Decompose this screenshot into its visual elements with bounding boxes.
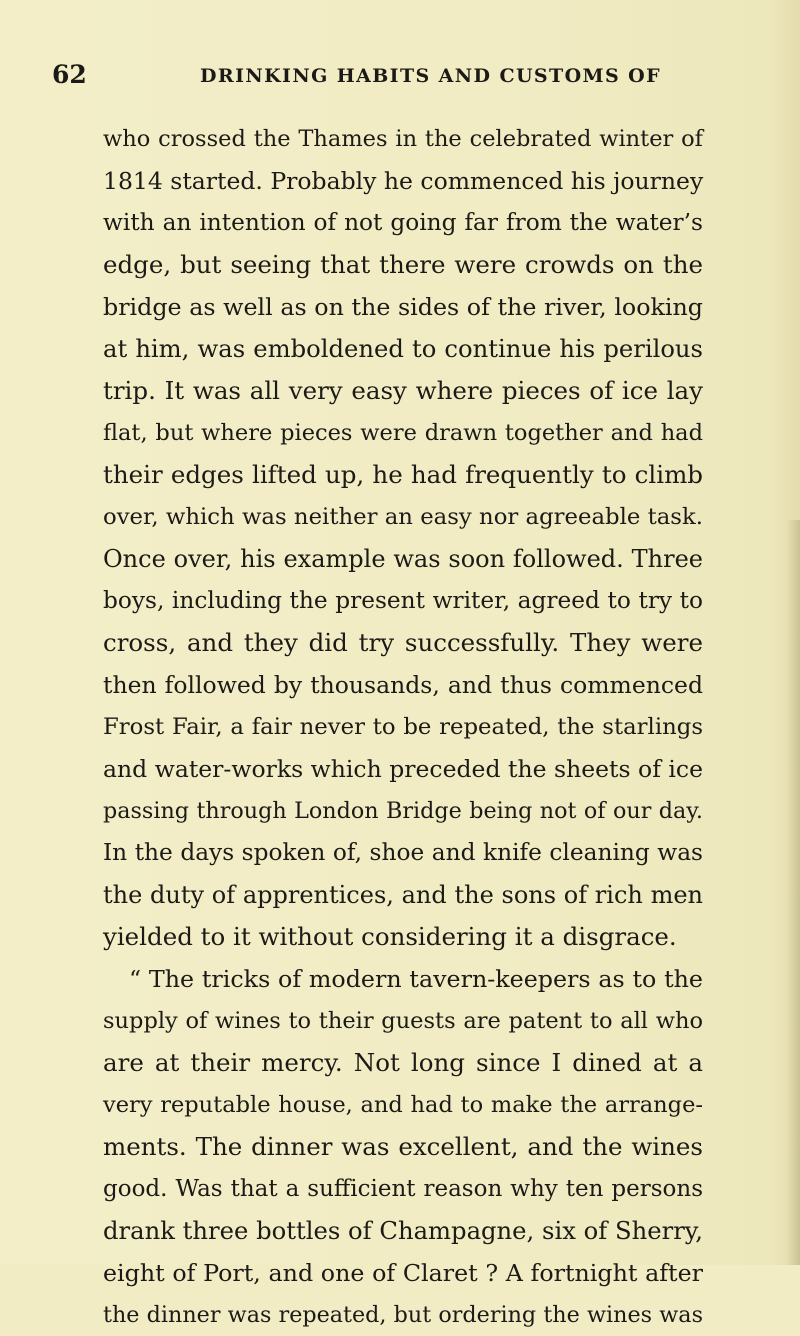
text-line: at him, was emboldened to continue his perilous bbox=[103, 334, 703, 363]
text-line: and water-works which preceded the sheets of ice bbox=[103, 755, 703, 783]
text-line: with an intention of not going far from the water’s bbox=[103, 209, 703, 236]
page-number: 62 bbox=[52, 60, 87, 89]
running-head bbox=[52, 60, 752, 90]
text-line: who crossed the Thames in the celebrated winter of bbox=[103, 126, 703, 152]
text-line: yielded to it without considering it a disgrace. bbox=[103, 922, 677, 951]
text-line: are at their mercy. Not long since I dined at a bbox=[103, 1048, 703, 1077]
text-line: Frost Fair, a fair never to be repeated, the starlings bbox=[103, 714, 703, 740]
text-line: In the days spoken of, shoe and knife cleaning was bbox=[103, 839, 703, 866]
text-line: drank three bottles of Champagne, six of Sherry, bbox=[103, 1216, 703, 1245]
text-line: passing through London Bridge being not of our day. bbox=[103, 798, 703, 824]
page-edge-shadow bbox=[786, 520, 800, 1265]
text-line: ments. The dinner was excellent, and the wines bbox=[103, 1132, 703, 1161]
text-line: 1814 started. Probably he commenced his journey bbox=[103, 167, 704, 195]
body-text bbox=[103, 118, 703, 1336]
text-line: the duty of apprentices, and the sons of rich men bbox=[103, 881, 703, 909]
text-line: trip. It was all very easy where pieces of ice lay bbox=[103, 376, 703, 405]
text-line: “ The tricks of modern tavern-keepers as to the bbox=[129, 965, 703, 993]
running-title: DRINKING HABITS AND CUSTOMS OF bbox=[200, 65, 661, 87]
text-line: cross, and they did try successfully. They were bbox=[103, 628, 703, 657]
text-line: good. Was that a sufficient reason why ten persons bbox=[103, 1176, 703, 1202]
text-line: supply of wines to their guests are patent to all who bbox=[103, 1008, 703, 1034]
text-line: very reputable house, and had to make the arrange- bbox=[103, 1092, 703, 1118]
text-line: bridge as well as on the sides of the river, looking bbox=[103, 293, 703, 321]
text-line: the dinner was repeated, but ordering the wines was bbox=[103, 1302, 703, 1328]
text-line: boys, including the present writer, agreed to try to bbox=[103, 587, 703, 614]
text-line: over, which was neither an easy nor agreeable task. bbox=[103, 504, 703, 530]
text-line: Once over, his example was soon followed. Three bbox=[103, 545, 703, 573]
text-line: their edges lifted up, he had frequently to climb bbox=[103, 460, 703, 489]
text-line: flat, but where pieces were drawn together and had bbox=[103, 420, 703, 446]
text-line: eight of Port, and one of Claret ? A fortnight after bbox=[103, 1259, 703, 1287]
text-line: then followed by thousands, and thus commenced bbox=[103, 671, 703, 699]
text-line: edge, but seeing that there were crowds on the bbox=[103, 250, 703, 279]
